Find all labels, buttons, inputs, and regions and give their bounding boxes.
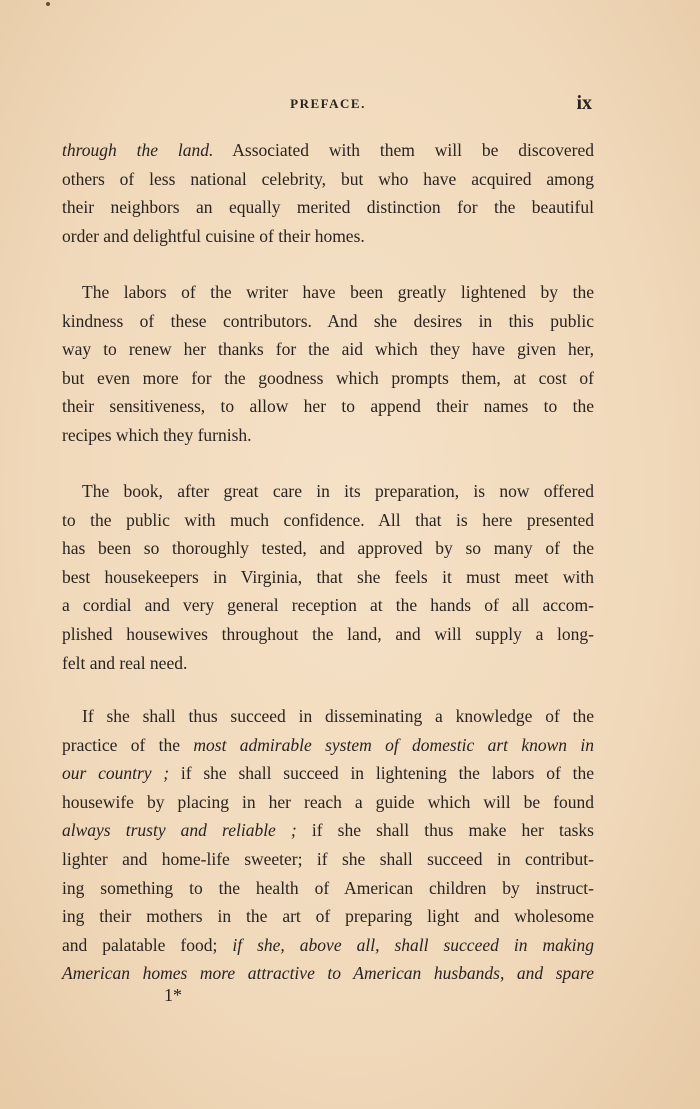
text-line <box>62 168 594 190</box>
text-line <box>62 905 594 927</box>
text-line <box>62 139 594 161</box>
text-segment: plished housewives throughout the land, and will supply a long- <box>62 624 594 644</box>
text-segment: recipes which they furnish. <box>62 425 252 445</box>
running-title: PREFACE. <box>290 96 366 111</box>
text-segment: ing something to the health of American children by instruct- <box>62 877 594 898</box>
text-line <box>62 623 594 645</box>
text-segment: The book, after great care in its preparation, is now offered <box>82 481 594 501</box>
text-line <box>62 566 594 588</box>
italic-text: if she, above all, shall succeed in making <box>232 934 594 955</box>
text-segment: kindness of these contributors. And she desires in this public <box>62 310 594 331</box>
text-segment: way to renew her thanks for the aid which they have given her, <box>62 339 594 360</box>
text-segment: felt and real need. <box>62 652 188 673</box>
text-line <box>62 424 594 446</box>
text-line <box>62 962 594 984</box>
text-segment: but even more for the goodness which prompts them, at cost of <box>62 367 594 388</box>
text-line <box>62 367 594 389</box>
italic-text: American homes more attractive to American husbands, and spare <box>62 963 594 984</box>
italic-text: our country ; <box>62 763 170 784</box>
text-line <box>62 225 594 247</box>
text-line <box>62 338 594 360</box>
text-line <box>82 480 594 502</box>
text-segment: ing their mothers in the art of preparing light and wholesome <box>62 906 594 927</box>
text-line <box>82 281 594 303</box>
text-segment: and palatable food; <box>62 934 233 955</box>
text-segment: their sensitiveness, to allow her to append their names to the <box>62 396 594 417</box>
text-line <box>62 734 594 756</box>
italic-text: always trusty and reliable ; <box>62 820 297 841</box>
text-line <box>62 196 594 218</box>
text-segment: a cordial and very general reception at the hands of all accom- <box>62 595 594 616</box>
text-segment: lighter and home-life sweeter; if she shall succeed in contribut- <box>62 849 594 869</box>
text-segment: best housekeepers in Virginia, that she feels it must meet with <box>62 566 594 587</box>
signature-mark: 1* <box>164 985 182 1005</box>
text-line <box>62 877 594 899</box>
text-segment: if she shall succeed in lightening the labors of the <box>169 763 594 784</box>
text-line <box>62 819 594 841</box>
text-segment: The labors of the writer have been greatly lightened by the <box>82 282 594 302</box>
text-line <box>62 310 594 332</box>
italic-text: most admirable system of domestic art known in <box>193 734 595 755</box>
text-line <box>62 848 594 870</box>
page-number: ix <box>576 92 592 114</box>
text-segment: has been so thoroughly tested, and approved by so many of the <box>62 538 594 559</box>
text-line <box>62 652 594 674</box>
text-segment: order and delightful cuisine of their homes. <box>62 225 365 246</box>
text-line <box>62 537 594 559</box>
text-segment: to the public with much confidence. All that is here presented <box>62 509 594 530</box>
text-line <box>62 594 594 616</box>
text-line <box>62 395 594 417</box>
text-segment: their neighbors an equally merited distinction for the beautiful <box>62 197 594 218</box>
text-segment: others of less national celebrity, but who have acquired among <box>62 168 594 189</box>
text-line <box>62 762 594 784</box>
text-segment: practice of the <box>62 734 194 755</box>
text-line <box>62 791 594 813</box>
text-line <box>62 934 594 956</box>
text-segment: If she shall thus succeed in disseminating a knowledge of the <box>82 706 594 726</box>
text-line <box>62 509 594 531</box>
page-header <box>62 92 594 120</box>
ink-blot <box>46 2 50 6</box>
text-segment: housewife by placing in her reach a guide which will be found <box>62 791 594 812</box>
text-segment: if she shall thus make her tasks <box>296 820 594 841</box>
text-line <box>82 705 594 727</box>
text-segment: Associated with them will be discovered <box>213 140 595 160</box>
italic-text: through the land. <box>62 140 214 160</box>
